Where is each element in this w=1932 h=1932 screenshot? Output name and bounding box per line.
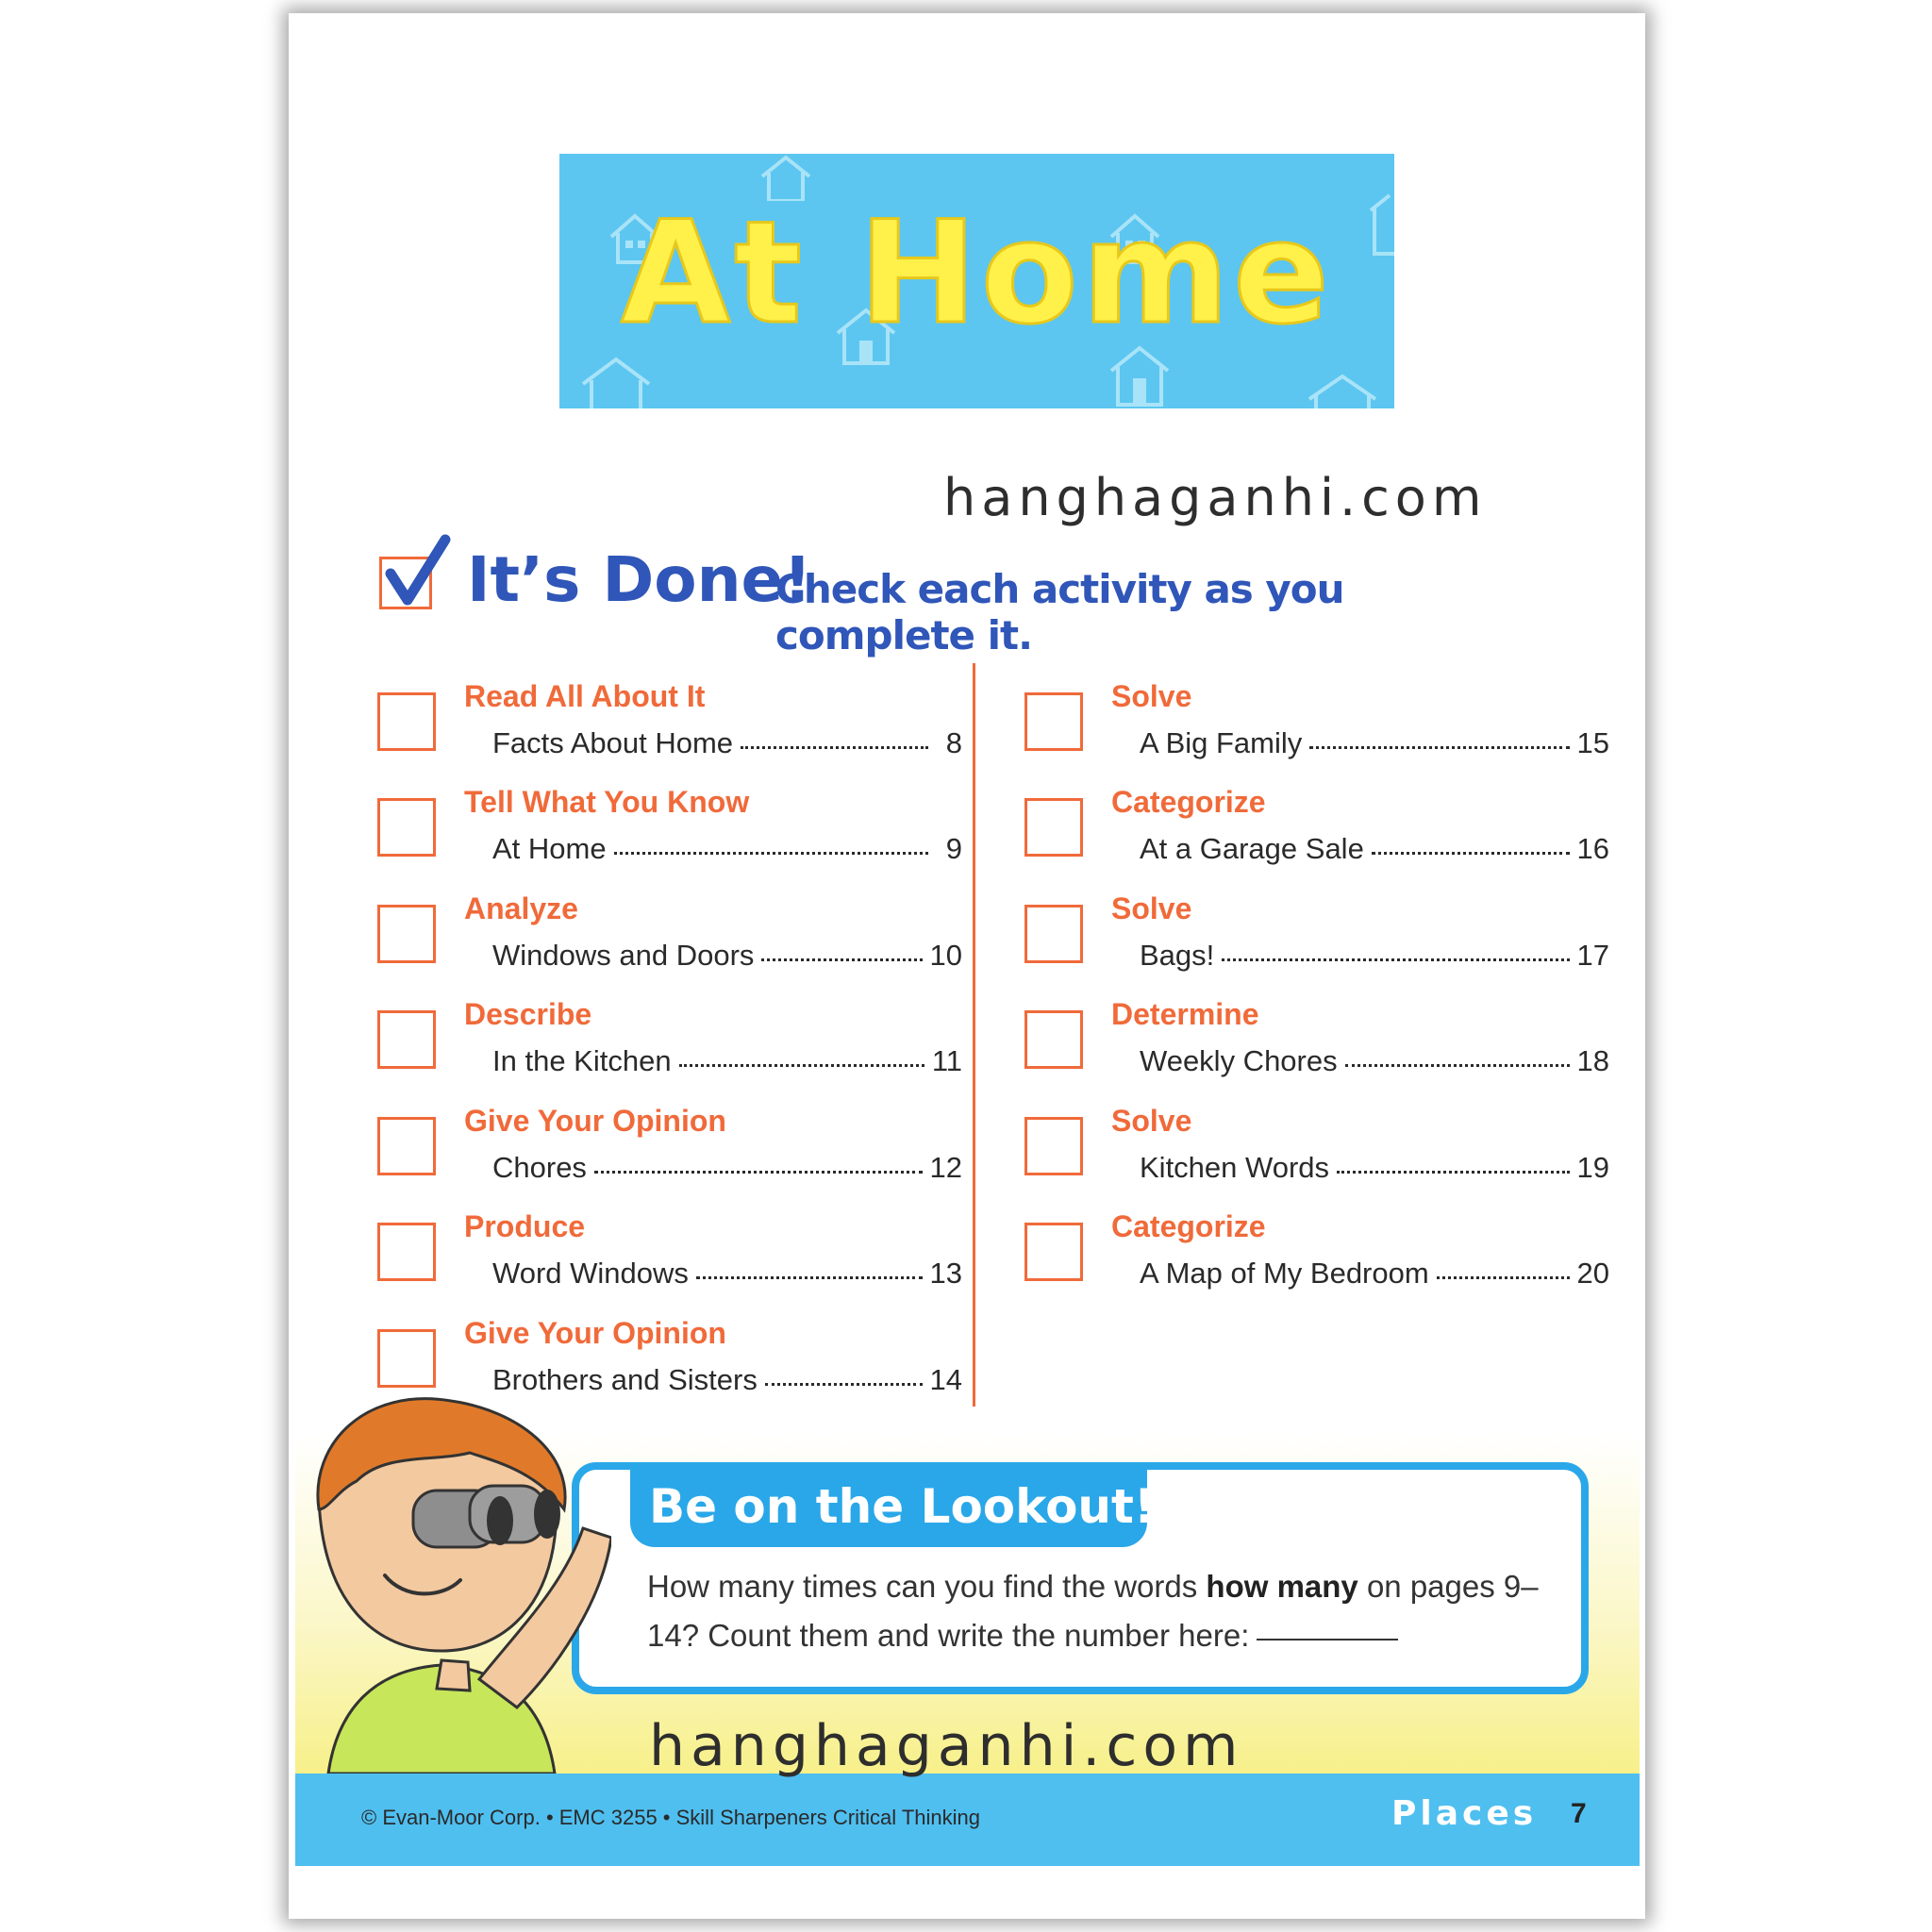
activity-title: Bags! <box>1140 939 1215 972</box>
activity-page: 12 <box>929 1151 962 1184</box>
leader-dots <box>1309 746 1569 749</box>
activity-skill: Analyze <box>464 891 578 925</box>
watermark-bottom: hanghaganhi.com <box>649 1713 1244 1779</box>
activity-item[interactable] <box>377 1202 962 1306</box>
activity-skill: Produce <box>464 1209 586 1243</box>
lookout-text-part: on pages 9–14? Count them and write the number here: <box>647 1569 1539 1653</box>
activity-title: A Big Family <box>1140 726 1303 759</box>
leader-dots <box>614 852 928 855</box>
activity-skill: Categorize <box>1111 785 1266 819</box>
activity-checkbox[interactable] <box>1024 798 1083 857</box>
leader-dots <box>1372 852 1570 855</box>
activity-checkbox[interactable] <box>377 1223 436 1281</box>
activity-title: Kitchen Words <box>1140 1151 1330 1184</box>
activity-skill: Categorize <box>1111 1209 1266 1243</box>
activity-skill: Tell What You Know <box>464 785 750 819</box>
activity-skill: Describe <box>464 997 592 1031</box>
activity-checkbox[interactable] <box>1024 905 1083 963</box>
activity-checkbox[interactable] <box>377 1010 436 1069</box>
activity-item[interactable] <box>377 777 962 881</box>
activity-checkbox[interactable] <box>1024 1117 1083 1175</box>
activity-title: At a Garage Sale <box>1140 832 1364 865</box>
footer-bar <box>295 1774 1640 1866</box>
activity-skill: Give Your Opinion <box>464 1104 726 1138</box>
activity-page: 13 <box>929 1257 962 1290</box>
house-icon <box>578 352 654 408</box>
activity-skill: Solve <box>1111 891 1192 925</box>
activity-checkbox[interactable] <box>377 1329 436 1388</box>
lookout-text-bold: how many <box>1206 1569 1358 1604</box>
leader-dots <box>1222 958 1569 961</box>
activity-checkbox[interactable] <box>1024 692 1083 751</box>
activity-page: 8 <box>945 726 962 759</box>
done-subtitle: Check each activity as you complete it. <box>775 566 1344 658</box>
leader-dots <box>741 746 928 749</box>
footer-section: Places <box>1391 1794 1538 1833</box>
activity-item[interactable] <box>377 1096 962 1200</box>
activity-page: 20 <box>1576 1257 1609 1290</box>
activity-item[interactable] <box>1024 990 1609 1093</box>
house-icon <box>1305 371 1380 408</box>
activity-checkbox[interactable] <box>377 1117 436 1175</box>
activity-item[interactable] <box>1024 1096 1609 1200</box>
activity-skill: Solve <box>1111 1104 1192 1138</box>
lookout-text-part: How many times can you find the words <box>647 1569 1207 1604</box>
activity-page: 10 <box>929 939 962 972</box>
activity-title: Windows and Doors <box>492 939 755 972</box>
footer-page-number: 7 <box>1571 1798 1587 1829</box>
leader-dots <box>761 958 922 961</box>
activity-page: 9 <box>945 832 962 865</box>
answer-blank[interactable] <box>1257 1639 1398 1641</box>
activity-item[interactable] <box>1024 672 1609 775</box>
done-title: It’s Done! <box>467 543 812 616</box>
leader-dots <box>1437 1276 1570 1279</box>
activity-skill: Solve <box>1111 679 1192 713</box>
activity-item[interactable] <box>377 884 962 988</box>
activity-checkbox[interactable] <box>377 905 436 963</box>
activity-title: At Home <box>492 832 607 865</box>
activity-title: Word Windows <box>492 1257 689 1290</box>
activity-page: 15 <box>1576 726 1609 759</box>
activity-skill: Read All About It <box>464 679 706 713</box>
activity-page: 18 <box>1576 1044 1609 1077</box>
leader-dots <box>696 1276 923 1279</box>
activity-page: 14 <box>929 1363 962 1396</box>
leader-dots <box>1337 1171 1570 1174</box>
activity-checkbox[interactable] <box>1024 1223 1083 1281</box>
activity-item[interactable] <box>1024 884 1609 988</box>
activity-title: Brothers and Sisters <box>492 1363 758 1396</box>
watermark-top: hanghaganhi.com <box>943 468 1488 527</box>
activity-title: In the Kitchen <box>492 1044 672 1077</box>
lookout-title: Be on the Lookout! <box>649 1479 1156 1534</box>
activity-page: 16 <box>1576 832 1609 865</box>
lookout-text <box>647 1562 1553 1660</box>
activity-item[interactable] <box>1024 777 1609 881</box>
activity-page: 11 <box>931 1044 962 1077</box>
activity-page: 19 <box>1576 1151 1609 1184</box>
activity-checkbox[interactable] <box>1024 1010 1083 1069</box>
checkmark-icon <box>377 534 462 619</box>
activity-item[interactable] <box>1024 1202 1609 1306</box>
activity-title: A Map of My Bedroom <box>1140 1257 1429 1290</box>
done-header <box>377 540 1509 658</box>
title-banner <box>559 154 1394 408</box>
activity-page: 17 <box>1576 939 1609 972</box>
column-divider <box>973 663 975 1407</box>
activity-item[interactable] <box>377 990 962 1093</box>
activity-skill: Give Your Opinion <box>464 1316 726 1350</box>
activity-title: Chores <box>492 1151 587 1184</box>
activity-title: Weekly Chores <box>1140 1044 1338 1077</box>
leader-dots <box>1345 1064 1570 1067</box>
page-title: At Home <box>621 192 1333 356</box>
activity-checkbox[interactable] <box>377 692 436 751</box>
activity-item[interactable] <box>377 672 962 775</box>
activity-skill: Determine <box>1111 997 1259 1031</box>
leader-dots <box>594 1171 923 1174</box>
footer-copyright: © Evan-Moor Corp. • EMC 3255 • Skill Sharpeners Critical Thinking <box>361 1806 981 1829</box>
leader-dots <box>679 1064 924 1067</box>
boy-with-binoculars-illustration <box>300 1396 611 1774</box>
leader-dots <box>765 1383 923 1386</box>
activity-title: Facts About Home <box>492 726 734 759</box>
activity-checkbox[interactable] <box>377 798 436 857</box>
